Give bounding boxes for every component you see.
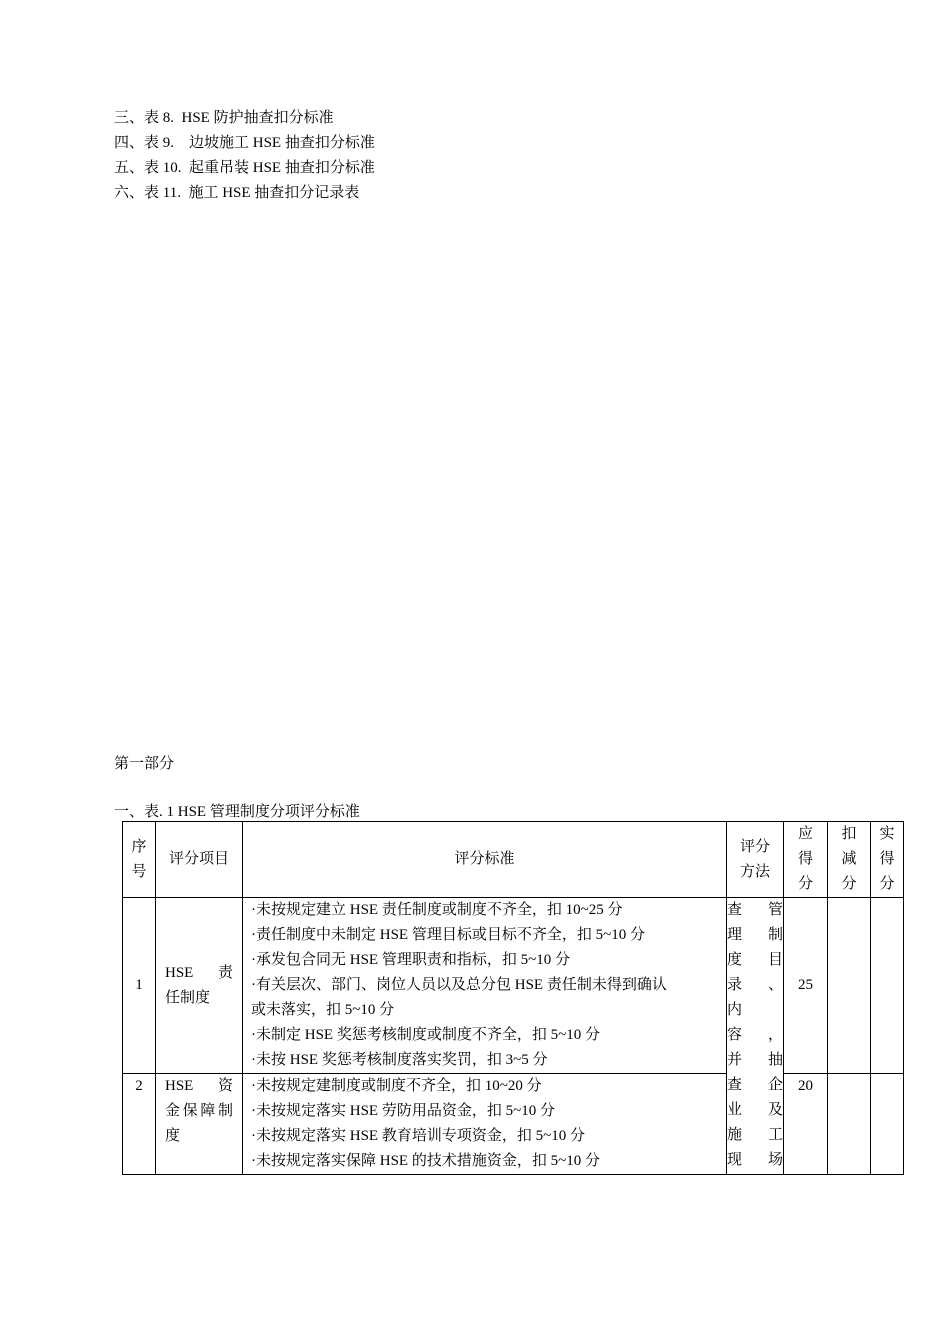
table-row bbox=[123, 1074, 904, 1175]
header-deduct-score: 扣 减 分 bbox=[828, 822, 871, 898]
row-criteria bbox=[243, 1074, 727, 1175]
header-actual-score: 实 得 分 bbox=[871, 822, 904, 898]
scoring-standard-table bbox=[122, 821, 904, 1175]
row-deduct-score bbox=[828, 1074, 871, 1175]
row-actual-score bbox=[871, 898, 904, 1074]
header-item: 评分项目 bbox=[156, 822, 243, 898]
table-of-contents bbox=[114, 106, 375, 206]
part-title: 第一部分 bbox=[114, 756, 175, 772]
row-seq: 2 bbox=[123, 1074, 156, 1175]
row-seq: 1 bbox=[123, 898, 156, 1074]
criteria-line: ·未按规定落实 HSE 教育培训专项资金，扣 5~10 分 bbox=[251, 1128, 585, 1144]
criteria-line: ·责任制度中未制定 HSE 管理目标或目标不齐全，扣 5~10 分 bbox=[251, 927, 645, 943]
criteria-line: ·有关层次、部门、岗位人员以及总分包 HSE 责任制未得到确认 bbox=[251, 977, 667, 993]
row-actual-score bbox=[871, 1074, 904, 1175]
toc-line: 三、表 8. HSE 防护抽查扣分标准 bbox=[114, 110, 334, 126]
criteria-line: ·未按规定落实 HSE 劳防用品资金，扣 5~10 分 bbox=[251, 1103, 555, 1119]
criteria-line: ·未按规定建立 HSE 责任制度或制度不齐全，扣 10~25 分 bbox=[251, 902, 623, 918]
header-seq: 序 号 bbox=[123, 822, 156, 898]
row-criteria bbox=[243, 898, 727, 1074]
row-should-score: 20 bbox=[784, 1074, 828, 1175]
table-title: 一、表. 1 HSE 管理制度分项评分标准 bbox=[114, 804, 360, 820]
table-row bbox=[123, 898, 904, 1074]
row-deduct-score bbox=[828, 898, 871, 1074]
criteria-line: ·承发包合同无 HSE 管理职责和指标，扣 5~10 分 bbox=[251, 952, 570, 968]
row-item: HSE 资 金保障制 度 bbox=[156, 1074, 243, 1175]
header-method: 评分 方法 bbox=[727, 822, 784, 898]
row-should-score: 25 bbox=[784, 898, 828, 1074]
row-item: HSE 责 任制度 bbox=[156, 898, 243, 1074]
scoring-method: 查 管 理 制 度 目 录 、 内 容 ， 并 抽 查 企 业 及 施 工 现 场 bbox=[727, 898, 784, 1175]
criteria-line: ·未按 HSE 奖惩考核制度落实奖罚，扣 3~5 分 bbox=[251, 1052, 548, 1068]
criteria-line: ·未按规定建制度或制度不齐全，扣 10~20 分 bbox=[251, 1078, 542, 1094]
toc-line: 六、表 11. 施工 HSE 抽查扣分记录表 bbox=[114, 185, 360, 201]
header-should-score: 应 得 分 bbox=[784, 822, 828, 898]
criteria-line: 或未落实，扣 5~10 分 bbox=[251, 1002, 395, 1018]
toc-line: 四、表 9. 边坡施工 HSE 抽查扣分标准 bbox=[114, 135, 375, 151]
criteria-line: ·未制定 HSE 奖惩考核制度或制度不齐全，扣 5~10 分 bbox=[251, 1027, 600, 1043]
toc-line: 五、表 10. 起重吊装 HSE 抽查扣分标准 bbox=[114, 160, 375, 176]
criteria-line: ·未按规定落实保障 HSE 的技术措施资金，扣 5~10 分 bbox=[251, 1153, 600, 1169]
header-criteria: 评分标准 bbox=[243, 822, 727, 898]
table-header-row bbox=[123, 822, 904, 898]
